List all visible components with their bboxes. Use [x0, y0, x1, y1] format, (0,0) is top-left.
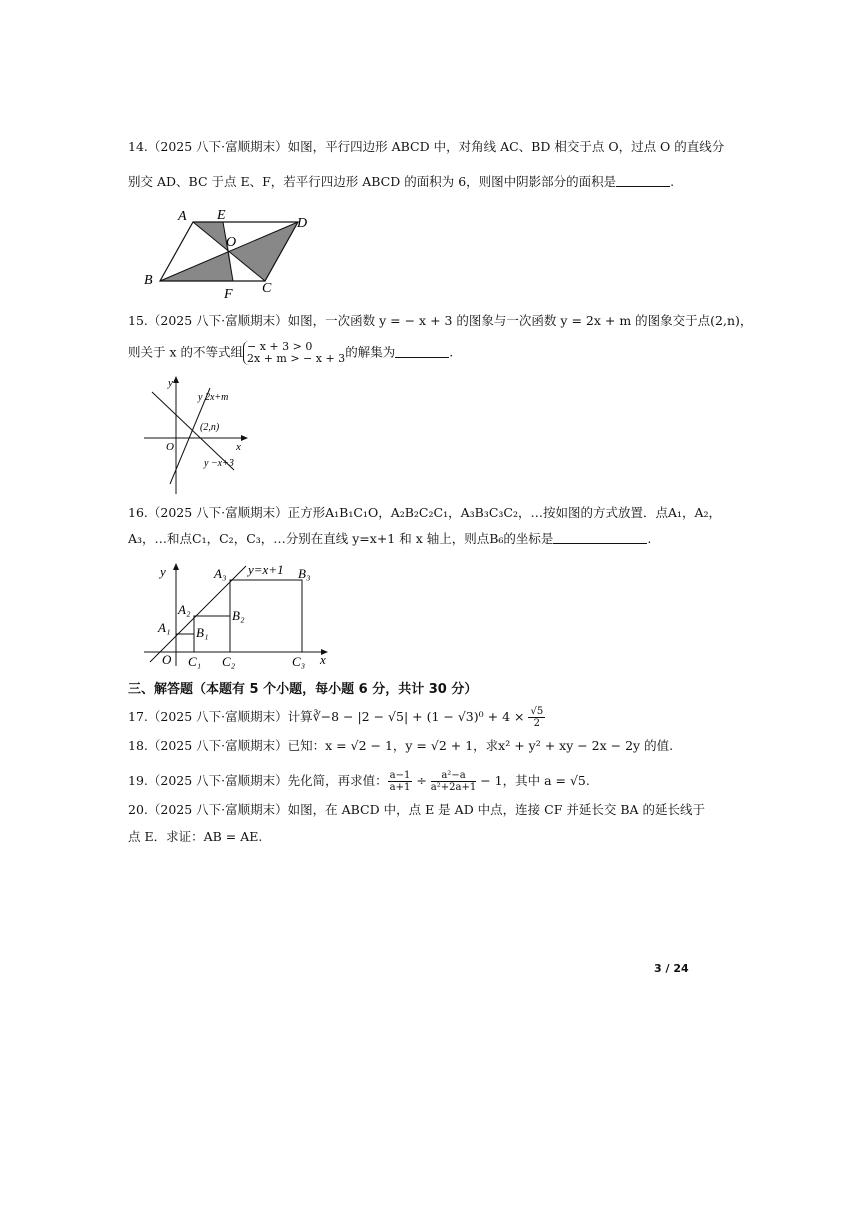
- q15-figure: [140, 374, 260, 498]
- page-number: 3 / 24: [654, 962, 689, 975]
- label-O: O: [166, 441, 174, 453]
- q14-line2: [128, 174, 674, 190]
- label-line: y=x+1: [248, 562, 284, 577]
- q16-line2-end: .: [647, 531, 652, 546]
- label-B: B: [144, 273, 153, 288]
- q19-f1-num: a−1: [389, 770, 411, 781]
- label-point: (2,n): [200, 422, 220, 433]
- q19-f2-den: a²+2a+1: [430, 782, 477, 793]
- label-A1: A₁: [158, 620, 171, 635]
- answer-blank: [616, 174, 670, 187]
- label-y: y: [160, 564, 166, 579]
- q15-line2-pre: 则关于 x 的不等式组: [128, 344, 243, 360]
- q15-line2-end: .: [449, 344, 454, 360]
- q15-line2-post: 的解集为: [345, 344, 396, 360]
- q19-fraction-2: [431, 770, 476, 793]
- label-C2: C₂: [222, 654, 236, 669]
- inequality-1: − x + 3 > 0: [247, 340, 313, 353]
- q16-figure: [140, 560, 335, 672]
- label-A3: A₃: [214, 566, 227, 581]
- label-O: O: [162, 652, 172, 667]
- label-B1: B₁: [196, 625, 209, 640]
- label-B2: B₂: [232, 608, 245, 623]
- q19-f2-num: a²−a: [431, 770, 476, 782]
- label-x: x: [320, 652, 326, 667]
- label-F: F: [224, 287, 233, 302]
- q19-f1-den: a+1: [389, 782, 411, 793]
- q17-frac-num: √5: [530, 706, 544, 717]
- label-C: C: [262, 281, 272, 296]
- shade-right: [229, 222, 298, 281]
- q15-line1: 15.（2025 八下·富顺期末）如图，一次函数 y = − x + 3 的图象与一次函数 y = 2x + m 的图象交于点(2,n)，: [128, 313, 753, 328]
- q14-line2-text: 别交 AD、BC 于点 E、F，若平行四边形 ABCD 的面积为 6，则图中阴影部分的面积是: [128, 174, 617, 189]
- q17-frac-den: 2: [533, 718, 540, 729]
- q15-line2: [128, 341, 453, 365]
- label-B3: B₃: [298, 566, 311, 581]
- q17-fraction: [528, 706, 545, 729]
- q19-op: ÷: [416, 773, 427, 788]
- q16-line2: [128, 531, 651, 547]
- label-line1: y 2x+m: [198, 392, 229, 403]
- label-line2: y −x+3: [204, 458, 234, 469]
- q19-post: − 1，其中 a = √5.: [480, 773, 590, 788]
- label-D: D: [297, 216, 308, 231]
- inequality-2: 2x + m > − x + 3: [247, 352, 346, 365]
- y-axis-arrow: [173, 376, 179, 383]
- label-A: A: [178, 209, 187, 224]
- q20-line2: 点 E．求证：AB = AE.: [128, 829, 263, 844]
- q14-line2-end: .: [670, 174, 675, 189]
- q16-line1: 16.（2025 八下·富顺期末）正方形A₁B₁C₁O，A₂B₂C₂C₁，A₃B₃C₃C₂，…按如图的方式放置．点A₁，A₂，: [128, 505, 722, 520]
- answer-blank: [395, 345, 449, 358]
- label-C3: C₃: [292, 654, 306, 669]
- x-axis-arrow: [241, 435, 248, 441]
- q16-line2-text: A₃，…和点C₁，C₂，C₃，…分别在直线 y=x+1 和 x 轴上，则点B₆的坐标是: [128, 531, 554, 546]
- answer-blank: [553, 531, 647, 544]
- label-E: E: [217, 208, 226, 223]
- q14-figure: [140, 204, 310, 302]
- q18: 18.（2025 八下·富顺期末）已知：x = √2 − 1，y = √2 + 1，求x² + y² + xy − 2x − 2y 的值.: [128, 738, 674, 753]
- square-1: [176, 634, 194, 652]
- q14-line1: 14.（2025 八下·富顺期末）如图，平行四边形 ABCD 中，对角线 AC、BD 相交于点 O，过点 O 的直线分: [128, 139, 725, 154]
- label-y: y: [168, 377, 173, 389]
- y-axis-arrow: [173, 563, 179, 570]
- label-A2: A₂: [178, 602, 191, 617]
- q17-pre: 17.（2025 八下·富顺期末）计算: [128, 709, 313, 724]
- q17-expr: ∛−8 − |2 − √5| + (1 − √3)⁰ + 4 ×: [312, 709, 525, 724]
- q19: [128, 770, 590, 793]
- q19-fraction-1: [388, 770, 413, 793]
- label-C1: C₁: [188, 654, 202, 669]
- q17: [128, 706, 545, 729]
- q20-line1: 20.（2025 八下·富顺期末）如图，在 ABCD 中，点 E 是 AD 中点，连接 CF 并延长交 BA 的延长线于: [128, 802, 706, 817]
- label-O: O: [226, 235, 237, 250]
- inequality-system: [243, 341, 345, 365]
- section-heading: 三、解答题（本题有 5 个小题，每小题 6 分，共计 30 分）: [128, 682, 478, 697]
- label-x: x: [236, 441, 241, 453]
- q19-pre: 19.（2025 八下·富顺期末）先化简，再求值：: [128, 773, 388, 788]
